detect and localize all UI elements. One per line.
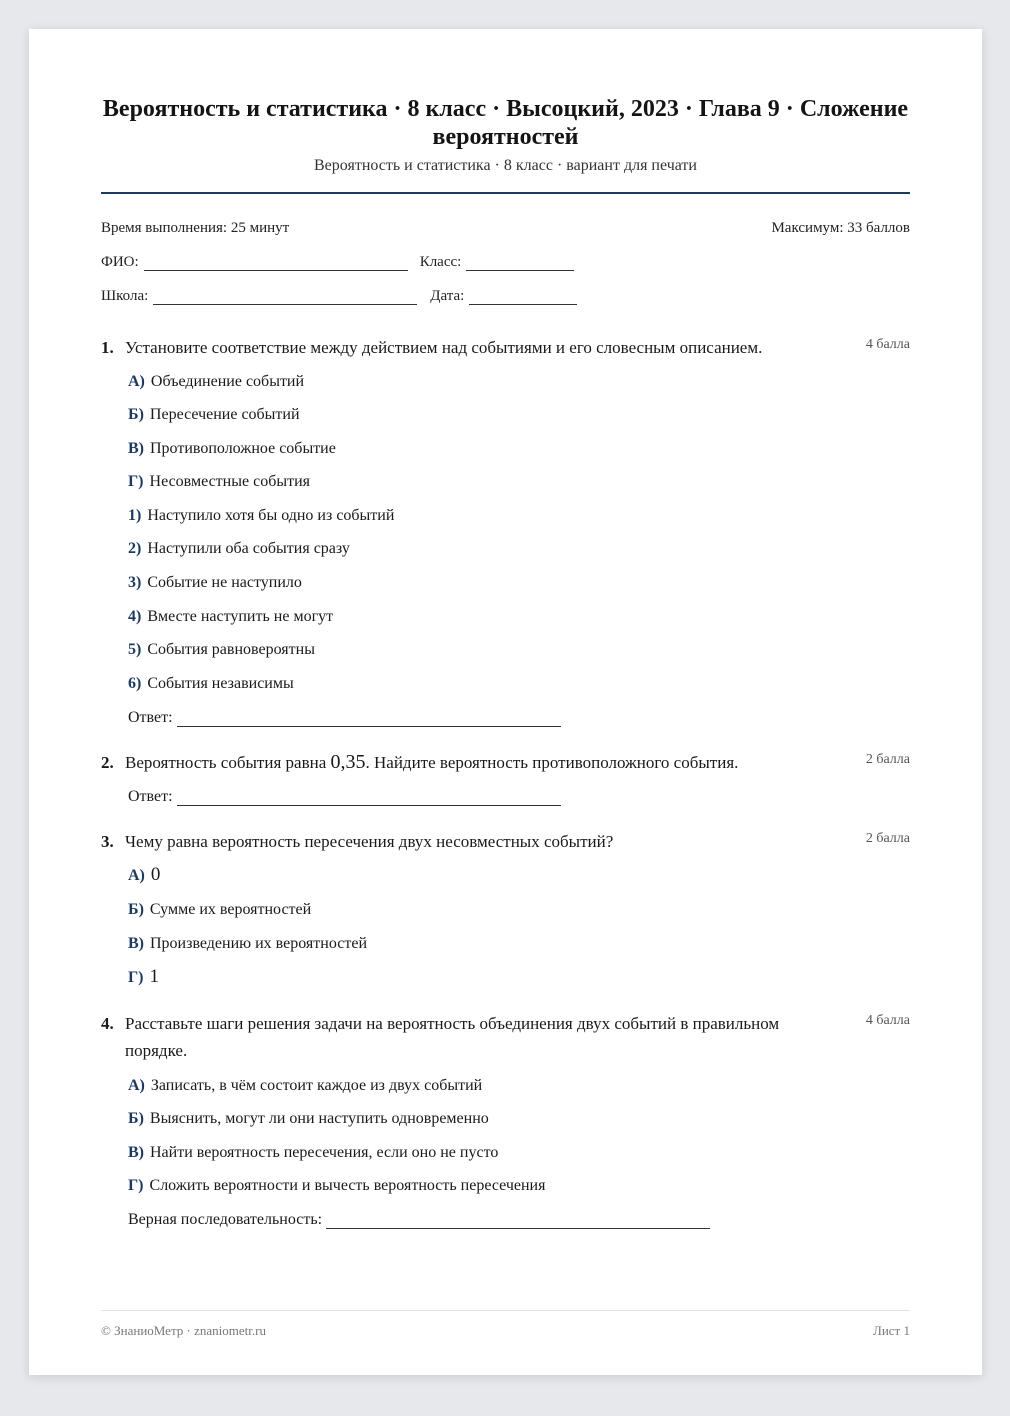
q4-option-a-text: Записать, в чём состоит каждое из двух событий	[150, 1077, 483, 1094]
q1-option-a-label: А)	[128, 373, 145, 390]
q3-option-d-text: 1	[149, 966, 160, 987]
question-1-text: Установите соответствие между действием над событиями и его словесным описанием.	[125, 338, 763, 357]
q1-match-6[interactable]	[128, 675, 294, 693]
q3-option-a-text: 0	[150, 864, 161, 885]
q4-answer-line[interactable]	[326, 1213, 710, 1229]
question-4	[101, 1010, 910, 1228]
q1-option-c-label: В)	[128, 440, 144, 457]
q1-match-2-text: Наступили оба события сразу	[147, 540, 350, 557]
q1-match-4-text: Вместе наступить не могут	[147, 608, 334, 625]
q1-match-6-label: 6)	[128, 675, 142, 692]
q4-answer	[128, 1211, 710, 1229]
page-title: Вероятность и статистика · 8 класс · Высоцкий, 2023 · Глава 9 · Сложение вероятностей	[102, 96, 909, 150]
q1-option-b[interactable]	[128, 406, 300, 424]
q4-answer-label: Верная последовательность:	[128, 1211, 323, 1228]
time-limit: Время выполнения: 25 минут	[101, 220, 290, 236]
question-3	[101, 828, 910, 987]
q1-option-c[interactable]	[128, 440, 336, 458]
q1-match-2[interactable]	[128, 540, 350, 558]
question-1-number: 1.	[101, 338, 114, 357]
q2-answer-line[interactable]	[177, 790, 561, 806]
q1-option-d[interactable]	[128, 473, 310, 491]
question-3-text: Чему равна вероятность пересечения двух несовместных событий?	[125, 832, 614, 851]
q1-option-a[interactable]	[128, 373, 304, 391]
question-4-number: 4.	[101, 1014, 114, 1033]
q3-option-d-label: Г)	[128, 969, 144, 986]
q4-option-d-label: Г)	[128, 1177, 144, 1194]
q1-option-d-text: Несовместные события	[149, 473, 310, 490]
question-2-points: 2 балла	[865, 752, 910, 767]
q1-match-3[interactable]	[128, 574, 302, 592]
school-label: Школа:	[101, 288, 149, 304]
q1-answer-line[interactable]	[177, 711, 561, 727]
question-2-header	[101, 749, 910, 776]
q4-option-b[interactable]	[128, 1110, 489, 1128]
q4-option-a-label: А)	[128, 1077, 145, 1094]
q1-option-d-label: Г)	[128, 473, 144, 490]
school-date-row	[101, 288, 577, 305]
q1-match-1-text: Наступило хотя бы одно из событий	[147, 507, 395, 524]
q1-match-5[interactable]	[128, 641, 315, 659]
q3-option-a-label: А)	[128, 867, 145, 884]
question-1-header	[101, 334, 910, 361]
question-1-points: 4 балла	[865, 337, 910, 352]
question-4-header	[101, 1010, 910, 1064]
question-2-number: 2.	[101, 753, 114, 772]
q1-option-c-text: Противоположное событие	[150, 440, 336, 457]
q1-answer-label: Ответ:	[128, 709, 173, 726]
q4-option-c-label: В)	[128, 1144, 144, 1161]
q2-answer	[128, 788, 561, 806]
title-divider	[101, 192, 910, 194]
max-score: Максимум: 33 баллов	[771, 220, 910, 236]
q3-option-c-text: Произведению их вероятностей	[150, 935, 367, 952]
q4-option-b-label: Б)	[128, 1110, 144, 1127]
fio-label: ФИО:	[101, 254, 139, 270]
page-subtitle: Вероятность и статистика · 8 класс · вариант для печати	[314, 157, 697, 174]
q4-option-c[interactable]	[128, 1144, 498, 1162]
q3-option-c-label: В)	[128, 935, 144, 952]
q3-option-d[interactable]	[128, 966, 159, 988]
question-2-text-before: Вероятность события равна	[125, 753, 331, 772]
q1-match-3-label: 3)	[128, 574, 142, 591]
q1-option-b-label: Б)	[128, 406, 144, 423]
question-2-text-after: . Найдите вероятность противоположного события.	[365, 753, 739, 772]
q1-match-1-label: 1)	[128, 507, 142, 524]
footer-page-number: Лист 1	[873, 1323, 910, 1338]
class-line[interactable]	[466, 255, 574, 271]
q1-match-4[interactable]	[128, 608, 333, 626]
question-3-header	[101, 828, 910, 855]
fio-line[interactable]	[144, 255, 408, 271]
q1-match-3-text: Событие не наступило	[147, 574, 302, 591]
question-4-points: 4 балла	[865, 1013, 910, 1028]
q1-option-a-text: Объединение событий	[150, 373, 305, 390]
question-4-text: Расставьте шаги решения задачи на вероятность объединения двух событий в правильном порядке.	[125, 1014, 780, 1060]
q4-option-c-text: Найти вероятность пересечения, если оно не пусто	[150, 1144, 499, 1161]
footer-copyright: © ЗнаниоМетр · znaniometr.ru	[101, 1323, 266, 1338]
q1-match-1[interactable]	[128, 507, 394, 525]
school-line[interactable]	[153, 289, 417, 305]
q1-match-5-label: 5)	[128, 641, 142, 658]
q4-option-d[interactable]	[128, 1177, 545, 1195]
q4-option-d-text: Сложить вероятности и вычесть вероятность пересечения	[149, 1177, 546, 1194]
q3-option-c[interactable]	[128, 935, 367, 953]
q1-match-6-text: События независимы	[147, 675, 294, 692]
q3-option-a[interactable]	[128, 864, 160, 886]
date-line[interactable]	[469, 289, 577, 305]
date-label: Дата:	[430, 288, 465, 304]
q4-option-b-text: Выяснить, могут ли они наступить одновременно	[149, 1110, 489, 1127]
q1-match-4-label: 4)	[128, 608, 142, 625]
q3-option-b-label: Б)	[128, 901, 144, 918]
class-label: Класс:	[419, 254, 462, 270]
question-2-math: 0,35	[330, 751, 366, 773]
question-1	[101, 334, 910, 726]
q1-match-2-label: 2)	[128, 540, 142, 557]
q3-option-b[interactable]	[128, 901, 311, 919]
q1-match-5-text: События равновероятны	[147, 641, 315, 658]
question-2	[101, 749, 910, 805]
q4-option-a[interactable]	[128, 1077, 482, 1095]
fio-class-row	[101, 254, 574, 271]
q2-answer-label: Ответ:	[128, 788, 173, 805]
footer-divider	[101, 1310, 910, 1311]
worksheet-page	[29, 29, 982, 1375]
q1-option-b-text: Пересечение событий	[149, 406, 300, 423]
q1-answer	[128, 709, 561, 727]
question-3-points: 2 балла	[865, 831, 910, 846]
q3-option-b-text: Сумме их вероятностей	[149, 901, 312, 918]
question-3-number: 3.	[101, 832, 114, 851]
